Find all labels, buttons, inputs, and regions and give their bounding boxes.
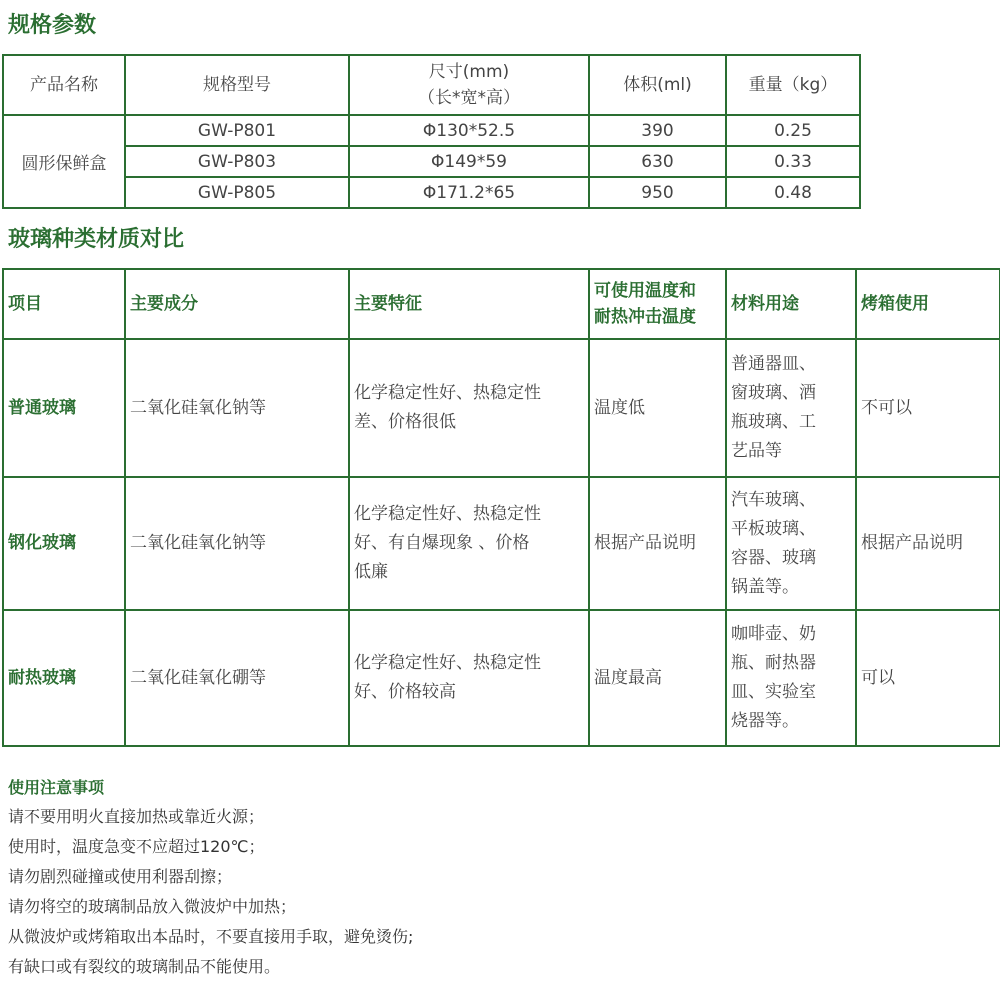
model-cell: GW-P801 [125,115,349,146]
volume-cell: 950 [589,177,726,208]
usage-line: 窗玻璃、酒 [731,383,816,403]
product-name-cell: 圆形保鲜盒 [3,115,125,208]
header-name: 产品名称 [3,55,125,115]
model-cell: GW-P803 [125,146,349,177]
temperature-cell: 温度低 [589,339,726,477]
feature-line: 低廉 [354,562,388,582]
oven-cell: 不可以 [856,339,1000,477]
glass-header-row [3,269,1000,339]
spec-section-title: 规格参数 [8,13,97,38]
usage-line: 锅盖等。 [731,576,799,597]
header-size-line1: 尺寸(mm) [428,62,510,82]
table-row [3,339,1000,477]
usage-cell [726,477,856,610]
usage-line: 皿、实验室 [731,682,816,702]
note-item: 请勿将空的玻璃制品放入微波炉中加热； [8,897,297,916]
temperature-cell: 温度最高 [589,610,726,746]
feature-line: 化学稳定性好、热稳定性 [354,504,541,524]
table-row [3,146,860,177]
spec-header-row [3,55,860,115]
header-temperature [589,269,726,339]
feature-cell [349,610,589,746]
usage-line: 烧器等。 [731,711,799,731]
weight-cell: 0.25 [726,115,860,146]
note-item: 请不要用明火直接加热或靠近火源； [8,807,265,826]
header-weight: 重量（kg） [726,55,860,115]
header-temp-line2: 耐热冲击温度 [594,307,696,327]
header-model: 规格型号 [125,55,349,115]
note-item: 有缺口或有裂纹的玻璃制品不能使用。 [8,957,281,976]
spec-table [2,54,861,209]
usage-line: 咖啡壶、奶 [731,624,816,644]
glass-type-cell: 钢化玻璃 [3,477,125,610]
feature-cell [349,477,589,610]
model-cell: GW-P805 [125,177,349,208]
header-size [349,55,589,115]
volume-cell: 630 [589,146,726,177]
usage-cell [726,339,856,477]
volume-cell: 390 [589,115,726,146]
oven-cell: 可以 [856,610,1000,746]
glass-type-cell: 耐热玻璃 [3,610,125,746]
size-cell: Φ171.2*65 [349,177,589,208]
note-item: 使用时，温度急变不应超过120℃； [8,837,265,856]
composition-cell: 二氧化硅氧化钠等 [125,477,349,610]
usage-notes [8,774,988,982]
feature-line: 化学稳定性好、热稳定性 [354,383,541,403]
header-composition: 主要成分 [125,269,349,339]
weight-cell: 0.48 [726,177,860,208]
usage-cell [726,610,856,746]
usage-line: 平板玻璃、 [731,518,816,539]
table-row [3,477,1000,610]
usage-line: 汽车玻璃、 [731,489,816,510]
feature-line: 好、价格较高 [354,682,456,702]
usage-line: 容器、玻璃 [731,547,816,568]
table-row [3,177,860,208]
composition-cell: 二氧化硅氧化钠等 [125,339,349,477]
header-feature: 主要特征 [349,269,589,339]
header-oven: 烤箱使用 [856,269,1000,339]
glass-comparison-table [2,268,1000,747]
usage-line: 艺品等 [731,441,782,461]
usage-line: 瓶玻璃、工 [731,412,816,432]
header-item: 项目 [3,269,125,339]
oven-cell: 根据产品说明 [856,477,1000,610]
table-row [3,115,860,146]
note-item: 从微波炉或烤箱取出本品时，不要直接用手取，避免烫伤; [8,927,414,946]
header-volume: 体积(ml) [589,55,726,115]
size-cell: Φ149*59 [349,146,589,177]
temperature-cell: 根据产品说明 [589,477,726,610]
weight-cell: 0.33 [726,146,860,177]
notes-title: 使用注意事项 [8,778,105,797]
note-item: 请勿剧烈碰撞或使用利器刮擦； [8,867,233,886]
header-temp-line1: 可使用温度和 [594,281,696,301]
usage-line: 瓶、耐热器 [731,653,816,673]
table-row [3,610,1000,746]
header-usage: 材料用途 [726,269,856,339]
feature-cell [349,339,589,477]
feature-line: 好、有自爆现象 、价格 [354,533,530,553]
header-size-line2: （长*宽*高） [418,88,520,108]
usage-line: 普通器皿、 [731,354,816,374]
feature-line: 差、价格很低 [354,412,456,432]
glass-type-cell: 普通玻璃 [3,339,125,477]
size-cell: Φ130*52.5 [349,115,589,146]
feature-line: 化学稳定性好、热稳定性 [354,653,541,673]
composition-cell: 二氧化硅氧化硼等 [125,610,349,746]
glass-section-title: 玻璃种类材质对比 [8,227,185,252]
